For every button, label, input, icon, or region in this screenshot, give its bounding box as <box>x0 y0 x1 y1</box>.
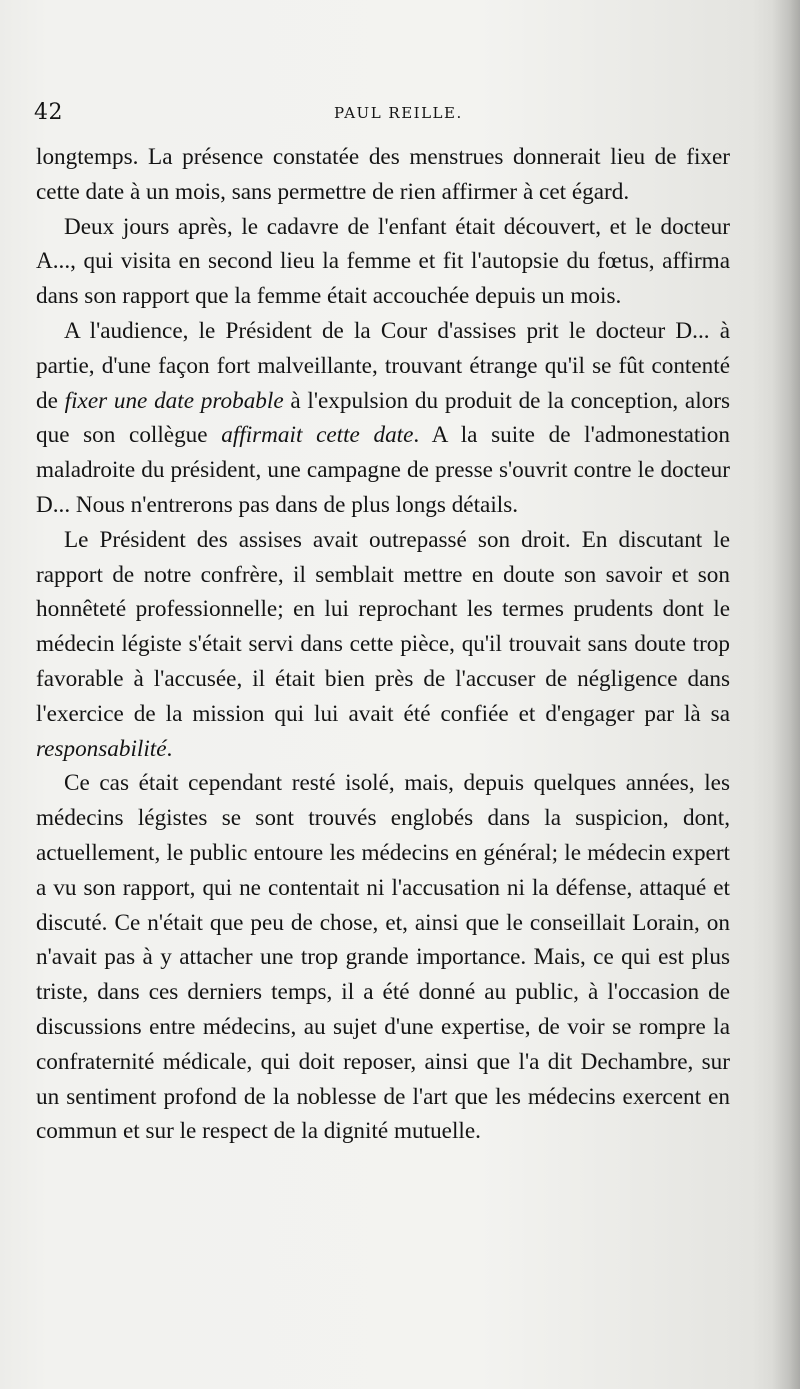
running-head: PAUL REILLE. <box>334 104 463 122</box>
text-segment: Deux jours après, le cadavre de l'enfant était découvert, et le docteur A..., qui visita en second lieu la femme et fit l'autopsie du fœtus, affirma dans son rapport que la femme était accouchée depuis un mois. <box>36 213 730 310</box>
text-segment: . <box>166 735 173 762</box>
paragraph <box>36 766 730 1149</box>
text-segment: longtemps. La présence constatée des menstrues donnerait lieu de fixer cette date à un mois, sans permettre de rien affirmer à cet égard. <box>36 144 730 205</box>
page-spine-shadow <box>772 0 800 1389</box>
text-segment: . A la suite de l'admonestation maladroite du président, une campagne de presse s'ouvrit contre le docteur D... Nous n'entrerons pas dans de plus longs détails. <box>36 422 730 518</box>
paragraph <box>36 140 730 210</box>
page-number: 42 <box>34 100 63 125</box>
text-segment: Le Président des assises avait outrepassé son droit. En discutant le rapport de notre confrère, il semblait mettre en doute son savoir et son honnêteté professionnelle; en lui reprochant les termes prudents dont le médecin légiste s'était servi dans cette pièce, qu'il trouvait sans doute trop favorable à l'accusée, il était bien près de l'accuser de négligence dans l'exercice de la mission qui lui avait été confiée et d'engager par là sa <box>36 526 730 727</box>
text-segment: à l'expulsion du produit de la conception, alors que son collègue <box>36 387 731 449</box>
paragraph <box>36 210 730 314</box>
italic-segment: affirmait cette date <box>221 422 414 449</box>
body-text <box>36 140 730 1149</box>
text-segment: Ce cas était cependant resté isolé, mais, depuis quelques années, les médecins légistes se sont trouvés englobés dans la suspicion, dont, actuellement, le public entoure les médecins en général; le médecin expert a vu son rapport, qui ne contentait ni l'accusation ni la défense, attaqué et discuté. Ce n'était que peu de chose, et, ainsi que le conseillait Lorain, on n'avait pas à y attacher une trop grande importance. Mais, ce qui est plus triste, dans ces derniers temps, il a été donné au public, à l'occasion de discussions entre médecins, au sujet d'une expertise, de voir se rompre la confraternité médicale, qui doit reposer, ainsi que l'a dit Dechambre, sur un sentiment profond de la noblesse de l'art que les médecins exercent en commun et sur le respect de la dignité mutuelle. <box>36 770 730 1145</box>
text-segment: A l'audience, le Président de la Cour d'assises prit le docteur D... à partie, d'une façon fort malveillante, trouvant étrange qu'il se fût contenté de <box>36 317 730 414</box>
italic-segment: responsabilité <box>36 735 167 762</box>
paragraph <box>36 523 730 767</box>
paragraph <box>36 314 730 523</box>
italic-segment: fixer une date probable <box>64 387 284 414</box>
page-header <box>34 100 734 130</box>
